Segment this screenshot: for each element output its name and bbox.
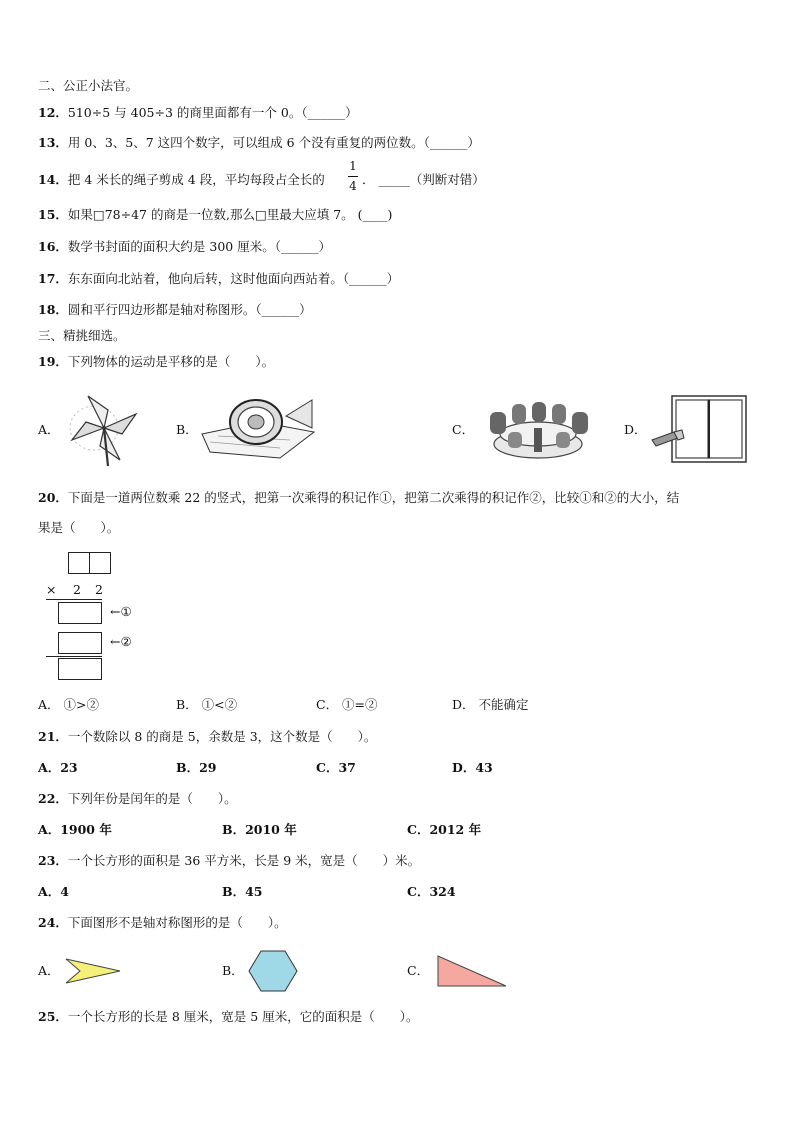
question-text: 如果□78÷47 的商是一位数,那么□里最大应填 7。 (____): [67, 207, 393, 222]
digit-box-ones: [89, 552, 111, 574]
question-17: [38, 271, 399, 287]
question-number: 22．: [38, 791, 68, 806]
partial-product-1-box: [58, 602, 102, 624]
option-c: C． ①=②: [316, 697, 378, 712]
question-number: 15．: [38, 207, 68, 222]
question-text: 一个数除以 8 的商是 5，余数是 3，这个数是（ ）。: [67, 729, 377, 744]
question-21: [38, 729, 376, 745]
question-number: 21．: [38, 729, 68, 744]
multiplier-digit: 2: [73, 582, 81, 597]
option-d: D． 不能确定: [452, 697, 529, 712]
question-number: 16．: [38, 239, 68, 254]
window-icon: [648, 394, 748, 464]
arrow-shape-icon: [64, 956, 122, 986]
times-sign: ×: [46, 582, 57, 597]
question-text: 数学书封面的面积大约是 300 厘米。（______）: [67, 239, 331, 254]
option-c: C．37: [316, 760, 356, 775]
question-15: [38, 207, 392, 223]
question-number: 19．: [38, 354, 68, 369]
question-text-line2: 果是（ ）。: [38, 520, 120, 535]
hexagon-icon: [248, 950, 298, 992]
question-13: [38, 135, 480, 151]
option-c: C．324: [407, 884, 456, 899]
question-text: 东东面向北站着，他向后转，这时他面向西站着。（______）: [67, 271, 400, 286]
question-23: [38, 853, 420, 869]
question-text: 圆和平行四边形都是轴对称图形。（______）: [67, 302, 312, 317]
option-b: B．29: [176, 760, 217, 775]
question-20: [38, 490, 679, 506]
option-a: A．23: [38, 760, 78, 775]
section-title: 三、精挑细选。: [38, 328, 126, 343]
question-text-after: ． _____（判断对错）: [362, 172, 485, 187]
divider-line: [46, 656, 102, 657]
question-number: 13．: [38, 135, 68, 150]
question-14: [38, 172, 325, 188]
option-b: B．: [176, 422, 198, 437]
option-c: C．: [452, 422, 475, 437]
fraction-bar: [348, 176, 358, 177]
question-number: 25．: [38, 1009, 68, 1024]
question-16: [38, 239, 331, 255]
question-12: [38, 105, 358, 121]
option-c: C．2012 年: [407, 822, 482, 837]
pinwheel-icon: [64, 388, 142, 468]
fraction-denominator: 4: [349, 179, 357, 193]
question-25: [38, 1009, 418, 1025]
question-text: 下列年份是闰年的是（ ）。: [67, 791, 237, 806]
question-text: 下面是一道两位数乘 22 的竖式，把第一次乘得的积记作①，把第二次乘得的积记作②，比较①和②的大小，结: [67, 490, 680, 505]
partial-product-1-marker: ←①: [110, 604, 132, 619]
digit-box-tens: [68, 552, 90, 574]
option-b: B．2010 年: [222, 822, 297, 837]
question-18: [38, 302, 312, 318]
option-a: A．4: [38, 884, 69, 899]
question-text: 用 0、3、5、7 这四个数字，可以组成 6 个没有重复的两位数。（______）: [67, 135, 480, 150]
question-number: 18．: [38, 302, 68, 317]
question-number: 17．: [38, 271, 68, 286]
steering-wheel-icon: [200, 392, 316, 460]
section-title: 二、公正小法官。: [38, 78, 139, 93]
question-number: 23．: [38, 853, 68, 868]
divider-line: [46, 599, 102, 600]
question-24: [38, 915, 287, 931]
question-19: [38, 354, 274, 370]
partial-product-2-box: [58, 632, 102, 654]
multiplier-digit: 2: [95, 582, 103, 597]
carousel-icon: [478, 398, 598, 464]
question-number: 12．: [38, 105, 68, 120]
question-text: 下列物体的运动是平移的是（ ）。: [67, 354, 275, 369]
question-number: 24．: [38, 915, 68, 930]
option-a: A．: [38, 963, 60, 978]
option-b: B． ①<②: [176, 697, 238, 712]
question-number: 20．: [38, 490, 68, 505]
option-b: B．: [222, 963, 244, 978]
question-text: 下面图形不是轴对称图形的是（ ）。: [67, 915, 287, 930]
question-text: 把 4 米长的绳子剪成 4 段，平均每段占全长的: [67, 172, 325, 187]
right-triangle-icon: [436, 954, 508, 988]
option-d: D．43: [452, 760, 493, 775]
option-c: C．: [407, 963, 430, 978]
question-text: 一个长方形的长是 8 厘米，宽是 5 厘米，它的面积是（ ）。: [67, 1009, 419, 1024]
option-b: B．45: [222, 884, 263, 899]
question-text: 510÷5 与 405÷3 的商里面都有一个 0。（______）: [67, 105, 358, 120]
partial-product-2-marker: ←②: [110, 634, 132, 649]
option-a: A．: [38, 422, 60, 437]
question-text: 一个长方形的面积是 36 平方米，长是 9 米，宽是（ ）米。: [67, 853, 421, 868]
option-a: A．1900 年: [38, 822, 112, 837]
product-box: [58, 658, 102, 680]
fraction-numerator: 1: [349, 159, 357, 173]
question-number: 14．: [38, 172, 68, 187]
option-d: D．: [624, 422, 647, 437]
question-22: [38, 791, 237, 807]
option-a: A． ①>②: [38, 697, 99, 712]
